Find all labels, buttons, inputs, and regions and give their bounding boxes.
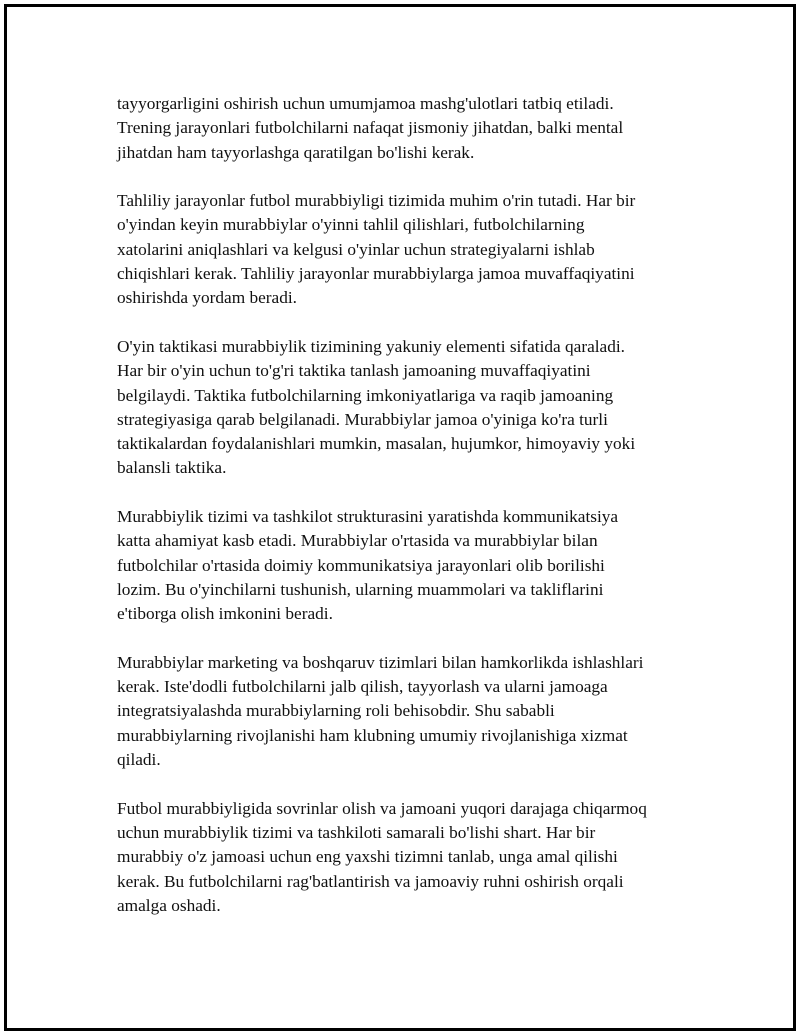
paragraph-training: tayyorgarligini oshirish uchun umumjamoa mashg'ulotlari tatbiq etiladi. Trening jarayonlari futbolchilarni nafaqat jismoniy jihatdan, balki mental jihatdan ham tayyorlashga qaratilgan bo'lishi kerak. (117, 94, 624, 162)
paragraph-analysis: Tahliliy jarayonlar futbol murabbiyligi tizimida muhim o'rin tutadi. Har bir o'yindan keyin murabbiylar o'yinni tahlil qilishlari, futbolchilarning xatolarini aniqlashlari va kelgusi o'yinlar uchun strategiyalarni ishlab chiqishlari kerak. Tahliliy jarayonlar murabbiylarga jamoa muvaffaqiyatini oshirishda yordam beradi. (117, 191, 636, 308)
document-body (117, 92, 707, 918)
paragraph-tactics: O'yin taktikasi murabbiylik tizimining yakuniy elementi sifatida qaraladi. Har bir o'yin uchun to'g'ri taktika tanlash jamoaning muvaffaqiyatini belgilaydi. Taktika futbolchilarning imkoniyatlariga va raqib jamoaning strategiyasiga qarab belgilanadi. Murabbiylar jamoa o'yiniga ko'ra turli taktikalardan foydalanishlari mumkin, masalan, hujumkor, himoyaviy yoki balansli taktika. (117, 336, 636, 478)
paragraph-communication: Murabbiylik tizimi va tashkilot strukturasini yaratishda kommunikatsiya katta ahamiyat kasb etadi. Murabbiylar o'rtasida va murabbiylar bilan futbolchilar o'rtasida doimiy kommunikatsiya jarayonlari olib borilishi lozim. Bu o'yinchilarni tushunish, ularning muammolari va takliflarini e'tiborga olish imkonini beradi. (117, 507, 619, 624)
paragraph-conclusion: Futbol murabbiyligida sovrinlar olish va jamoani yuqori darajaga chiqarmoq uchun murabbiylik tizimi va tashkiloti samarali bo'lishi shart. Har bir murabbiy o'z jamoasi uchun eng yaxshi tizimni tanlab, unga amal qilishi kerak. Bu futbolchilarni rag'batlantirish va jamoaviy ruhni oshirish orqali amalga oshadi. (117, 798, 647, 915)
paragraph-marketing: Murabbiylar marketing va boshqaruv tizimlari bilan hamkorlikda ishlashlari kerak. Iste'dodli futbolchilarni jalb qilish, tayyorlash va ularni jamoaga integratsiyalashda murabbiylarning roli behisobdir. Shu sababli murabbiylarning rivojlanishi ham klubning umumiy rivojlanishiga xizmat qiladi. (117, 652, 644, 770)
